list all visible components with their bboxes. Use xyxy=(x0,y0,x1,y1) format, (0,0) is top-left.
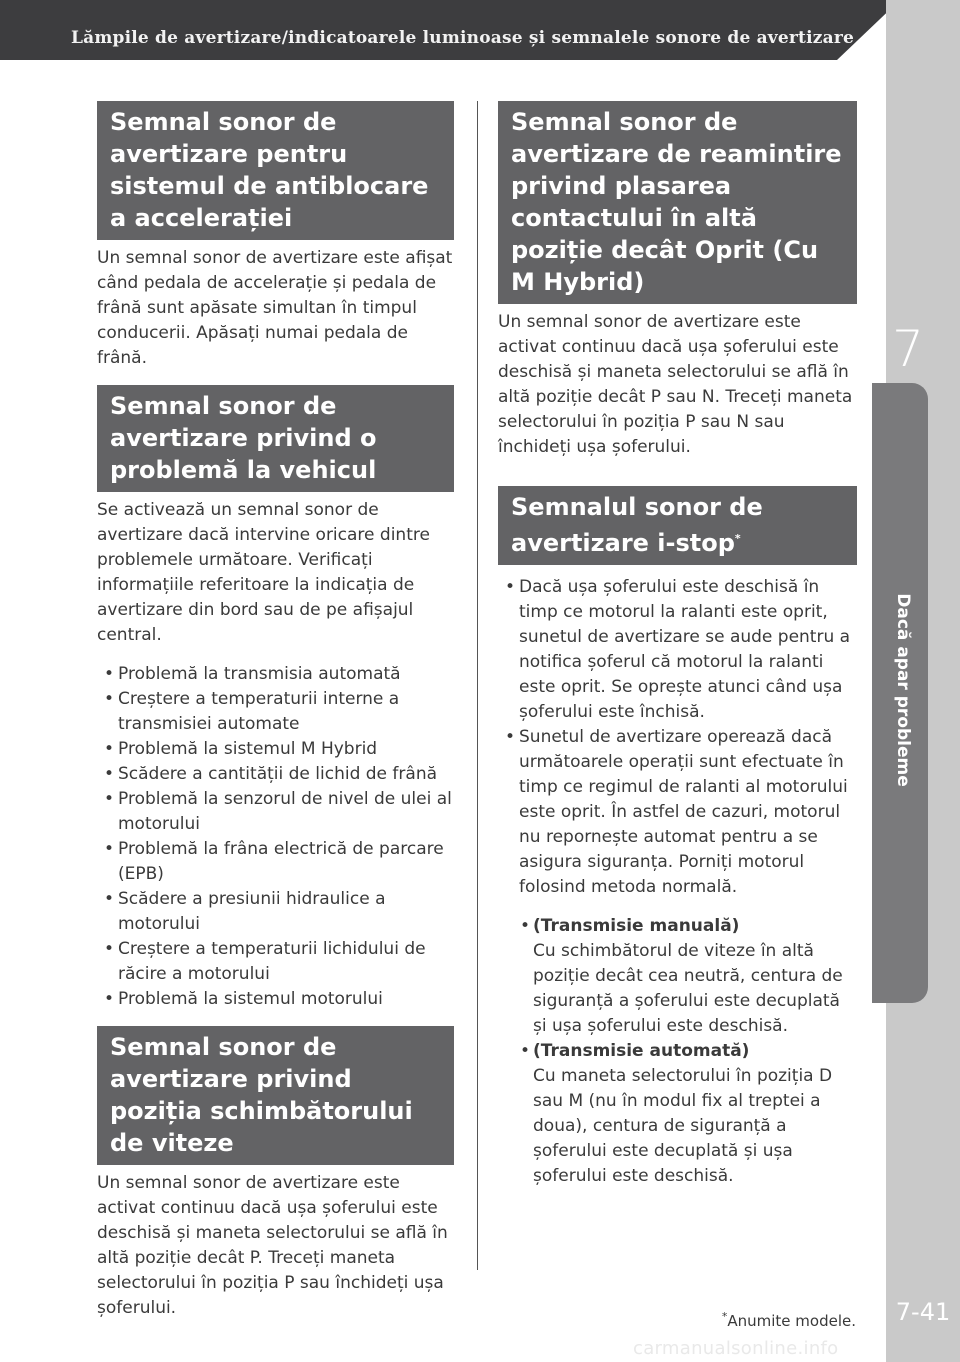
list-item: • Problemă la sistemul motorului xyxy=(97,987,454,1012)
section-title-shift-position: Semnal sonor de avertizare privind poziția schimbătorului de viteze xyxy=(97,1026,454,1165)
list-item-text: Sunetul de avertizare operează dacă următoarele operații sunt efectuate în timp ce regimul de ralanti al motorului este oprit. În astfel de cazuri, motorul nu repornește automat pentru a se asigura siguranța. Porniți motorul folosind metoda normală. xyxy=(519,727,848,897)
watermark: carmanualsonline.info xyxy=(633,1338,839,1359)
section-title-istop xyxy=(498,486,857,565)
section-body-shift-position: Un semnal sonor de avertizare este activat continuu dacă ușa șoferului este deschisă și maneta selectorului se află în altă poziție decât P. Treceți maneta selectorului în poziția P sau închideți ușa șoferului. xyxy=(97,1173,448,1318)
column-divider xyxy=(477,101,478,1270)
section-title-vehicle-problem: Semnal sonor de avertizare privind o problemă la vehicul xyxy=(97,385,454,492)
page-number: 7-41 xyxy=(895,1298,951,1326)
list-item: • Creștere a temperaturii lichidului de răcire a motorului xyxy=(97,937,454,987)
list-item: • Dacă ușa șoferului este deschisă în timp ce motorul la ralanti este oprit, sunetul de avertizare se aude pentru a notifica șoferul că motorul la ralanti este oprit. Se oprește atunci când ușa șoferului este închisă. xyxy=(498,575,857,725)
list-item xyxy=(498,725,857,1189)
istop-list xyxy=(498,575,857,1189)
sub-item-text: Cu maneta selectorului în poziția D sau M (nu în modul fix al treptei a doua), centura de siguranță a șoferului este decuplată și ușa șoferului este deschisă. xyxy=(533,1066,833,1186)
section-body-ignition-reminder: Un semnal sonor de avertizare este activat continuu dacă ușa șoferului este deschisă și maneta selectorului se află în altă poziție decât P sau N. Treceți maneta selectorului în poziția P sau N sau închideți ușa șoferului. xyxy=(498,312,853,457)
list-item: • Problemă la frâna electrică de parcare (EPB) xyxy=(97,837,454,887)
section-title-throttle-warning: Semnal sonor de avertizare pentru sistemul de antiblocare a accelerației xyxy=(97,101,454,240)
footnote-mark: * xyxy=(721,1310,728,1323)
sub-item-title: • (Transmisie manuală) xyxy=(533,916,740,936)
sub-item-text: Cu schimbătorul de viteze în altă poziție decât cea neutră, centura de siguranță a șoferului este decuplată și ușa șoferului este deschisă. xyxy=(533,941,843,1036)
section-body-vehicle-problem: Se activează un semnal sonor de avertizare dacă intervine oricare dintre problemele următoare. Verificați informațiile referitoare la indicația de avertizare din bord sau de pe afișajul central. xyxy=(97,500,430,645)
istop-title-text: Semnalul sonor de avertizare i-stop xyxy=(511,493,763,557)
section-title-ignition-reminder: Semnal sonor de avertizare de reamintire privind plasarea contactului în altă poziție decât Oprit (Cu M Hybrid) xyxy=(498,101,857,304)
istop-sublist xyxy=(519,914,857,1189)
sub-list-item xyxy=(519,914,857,1039)
sub-list-item xyxy=(519,1039,857,1189)
chapter-label: Dacă apar probleme xyxy=(893,593,913,787)
left-column xyxy=(97,101,454,1335)
list-item: • Creștere a temperaturii interne a transmisiei automate xyxy=(97,687,454,737)
chapter-number: 7 xyxy=(892,320,924,378)
list-item: • Scădere a cantității de lichid de frână xyxy=(97,762,454,787)
sub-item-title: • (Transmisie automată) xyxy=(533,1041,750,1061)
footnote xyxy=(722,1310,856,1330)
list-item: • Problemă la transmisia automată xyxy=(97,662,454,687)
footnote-text: Anumite modele. xyxy=(727,1312,856,1330)
vehicle-problem-list xyxy=(97,662,454,1012)
right-column xyxy=(498,101,857,1203)
istop-title-mark: * xyxy=(734,532,741,545)
page-header-title: Lămpile de avertizare/indicatoarele luminoase și semnalele sonore de avertizare xyxy=(70,28,854,48)
section-body-throttle-warning: Un semnal sonor de avertizare este afișat când pedala de accelerație și pedala de frână sunt apăsate simultan în timpul conducerii. Apăsați numai pedala de frână. xyxy=(97,248,453,368)
list-item: • Problemă la senzorul de nivel de ulei al motorului xyxy=(97,787,454,837)
list-item: • Scădere a presiunii hidraulice a motorului xyxy=(97,887,454,937)
list-item: • Problemă la sistemul M Hybrid xyxy=(97,737,454,762)
